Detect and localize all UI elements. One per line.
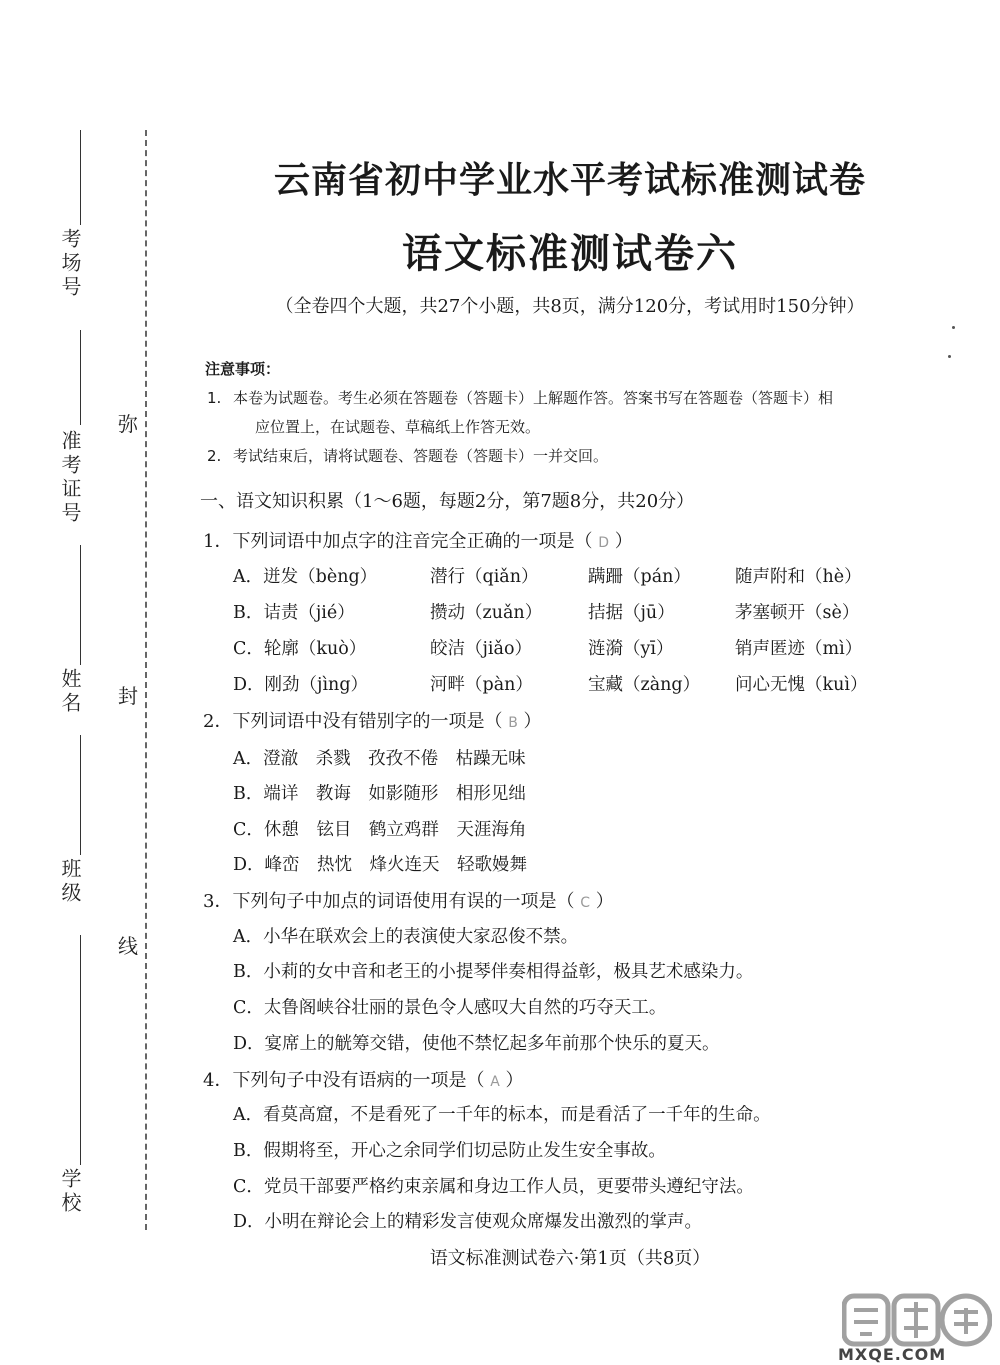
option-cell: 问心无愧（kuì）	[735, 675, 868, 695]
stem-close: ）	[505, 1070, 524, 1091]
option-line: B．假期将至，开心之余同学们切忌防止发生安全事故。	[233, 1141, 666, 1161]
option-line: B．端详 教诲 如影随形 相形见绌	[233, 784, 526, 804]
option-cell: 皎洁（jiǎo）	[430, 639, 532, 659]
question-stem	[203, 1066, 524, 1092]
handwritten-answer: C	[580, 895, 590, 911]
handwritten-answer: A	[490, 1074, 500, 1090]
field-line	[80, 935, 81, 1165]
field-line	[80, 545, 81, 665]
option-line: A．澄澈 杀戮 孜孜不倦 枯躁无味	[233, 749, 526, 769]
page-footer: 语文标准测试卷六·第1页（共8页）	[429, 1248, 711, 1269]
scan-speck	[952, 326, 955, 329]
seal-char-xian: 线	[118, 934, 138, 958]
option-cell: 宝藏（zàng）	[588, 675, 701, 695]
exam-series-title: 云南省初中学业水平考试标准测试卷	[273, 159, 866, 201]
stem-text: 2．下列词语中没有错别字的一项是（	[203, 711, 503, 732]
option-line: D．宴席上的觥筹交错，使他不禁忆起多年前那个快乐的夏天。	[233, 1034, 720, 1054]
exam-room-label: 考场号	[58, 228, 82, 300]
option-line: C．党员干部要严格约束亲属和身边工作人员，更要带头遵纪守法。	[233, 1177, 754, 1197]
option-cell: 拮据（jū）	[588, 603, 675, 623]
stem-close: ）	[523, 711, 542, 732]
field-line	[80, 330, 81, 425]
option-cell: B．诘责（jié）	[233, 603, 355, 623]
handwritten-answer: D	[598, 535, 609, 551]
handwritten-answer: B	[508, 715, 518, 731]
note-item	[205, 442, 945, 471]
option-cell: 河畔（pàn）	[430, 675, 533, 695]
note-item	[205, 384, 945, 413]
notes-heading: 注意事项：	[205, 360, 281, 378]
question-stem	[203, 527, 633, 553]
option-cell: D．刚劲（jìng）	[233, 675, 369, 695]
scan-speck	[948, 355, 951, 358]
exam-notes	[205, 355, 945, 471]
option-line: D．峰峦 热忱 烽火连天 轻歌嫚舞	[233, 855, 528, 875]
stem-close: ）	[614, 531, 633, 552]
note-text: 考试结束后，请将试题卷、答题卷（答题卡）一并交回。	[233, 447, 609, 465]
option-cell: 随声附和（hè）	[735, 567, 862, 587]
question-stem	[203, 887, 614, 913]
school-label: 学校	[58, 1168, 82, 1216]
section-heading: 一、语文知识积累（1～6题，每题2分，第7题8分，共20分）	[200, 491, 695, 512]
stem-text: 4．下列句子中没有语病的一项是（	[203, 1070, 485, 1091]
watermark-url: MXQE.COM	[838, 1345, 947, 1364]
stem-close: ）	[595, 891, 614, 912]
option-cell: 茅塞顿开（sè）	[735, 603, 860, 623]
option-line: C．休憩 铉目 鹤立鸡群 天涯海角	[233, 820, 527, 840]
note-number: 2.	[207, 447, 222, 465]
question-stem	[203, 707, 542, 733]
binding-margin	[0, 0, 150, 1365]
note-continuation: 应位置上，在试题卷、草稿纸上作答无效。	[255, 418, 541, 436]
option-line: C．太鲁阁峡谷壮丽的景色令人感叹大自然的巧夺天工。	[233, 998, 667, 1018]
option-line: D．小明在辩论会上的精彩发言使观众席爆发出激烈的掌声。	[233, 1212, 703, 1232]
option-cell: 涟漪（yī）	[588, 639, 674, 659]
option-cell: 销声匿迹（mì）	[735, 639, 863, 659]
paper-info: （全卷四个大题，共27个小题，共8页，满分120分，考试用时150分钟）	[275, 296, 865, 317]
seal-char-mi: 弥	[118, 412, 138, 436]
option-cell: 蹒跚（pán）	[588, 567, 691, 587]
note-text: 本卷为试题卷。考生必须在答题卷（答题卡）上解题作答。答案书写在答题卷（答题卡）相	[233, 389, 834, 407]
field-line	[80, 735, 81, 855]
option-line: B．小莉的女中音和老王的小提琴伴奏相得益彰，极具艺术感染力。	[233, 962, 754, 982]
ticket-number-label: 准考证号	[58, 430, 82, 526]
option-line: A．看莫高窟，不是看死了一千年的标本，而是看活了一千年的生命。	[233, 1105, 771, 1125]
stem-text: 3．下列句子中加点的词语使用有误的一项是（	[203, 891, 575, 912]
option-cell: A．迸发（bèng）	[233, 567, 378, 587]
paper-title: 语文标准测试卷六	[402, 230, 738, 277]
option-line: A．小华在联欢会上的表演使大家忍俊不禁。	[233, 927, 579, 947]
class-label: 班级	[58, 858, 82, 906]
seal-char-feng: 封	[118, 684, 138, 708]
name-label: 姓名	[58, 668, 82, 716]
option-cell: C．轮廓（kuò）	[233, 639, 367, 659]
option-cell: 攒动（zuǎn）	[430, 603, 543, 623]
option-cell: 潜行（qiǎn）	[430, 567, 539, 587]
note-number: 1.	[207, 389, 222, 407]
stem-text: 1．下列词语中加点字的注音完全正确的一项是（	[203, 531, 593, 552]
